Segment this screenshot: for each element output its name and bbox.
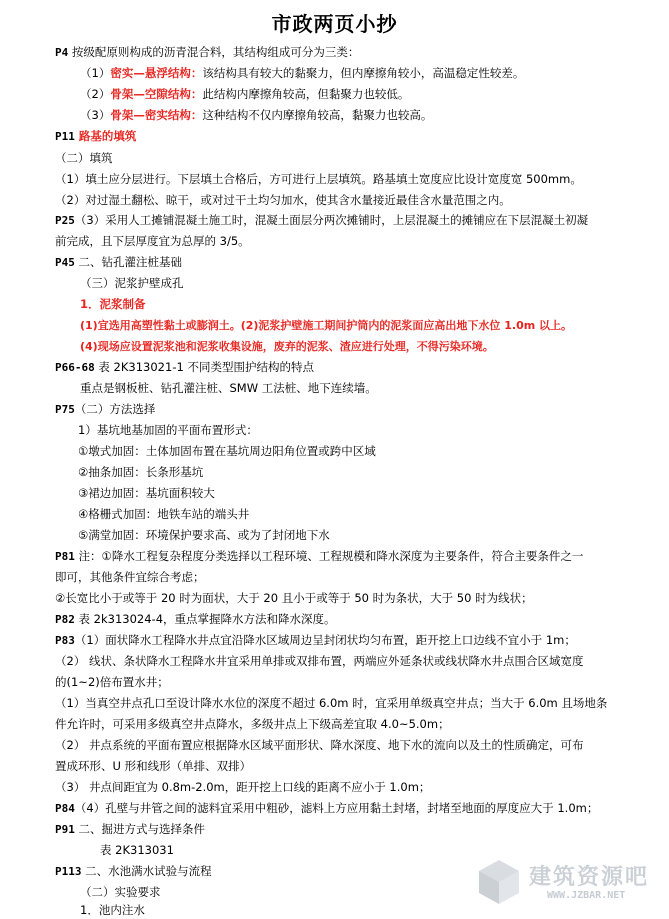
line-p66-note: 重点是钢板桩、钻孔灌注桩、SMW 工法桩、地下连续墙。 [80, 381, 377, 395]
line-p81-cont: 即可，其他条件宜综合考虑； [55, 570, 205, 584]
line-text: 这种结构不仅内摩擦角较高，黏聚力也较高。 [202, 108, 433, 122]
line-p82 [55, 611, 625, 628]
line-text: 二、水池满水试验与流程 [81, 864, 212, 878]
line-p83 [55, 632, 625, 649]
page-ref: P75 [55, 403, 75, 416]
line-fill-2: （2）对过湿土翻松、晾干，或对过干土均匀加水，使其含水量接近最佳含水量范围之内。 [55, 193, 511, 207]
line-p91-table: 表 2K313031 [100, 843, 174, 857]
line-test-req: （二）实验要求 [80, 885, 161, 899]
page-ref: P11 [55, 130, 75, 143]
line-text: 表 2K313021-1 不同类型围护结构的特点 [94, 360, 314, 374]
line-p11 [55, 128, 625, 145]
line-p91 [55, 821, 625, 838]
line-reinforce-4: ④格栅式加固：地铁车站的端头井 [78, 507, 250, 521]
watermark-name: 建筑资源吧 [529, 865, 650, 890]
line-structure-3 [80, 107, 650, 124]
line-p45 [55, 254, 625, 271]
page-ref: P82 [55, 613, 75, 626]
line-slurry-prep: 1．泥浆制备 [80, 297, 146, 311]
line-text: （4）孔壁与井管之间的滤料宜采用中粗砂，滤料上方应用黏土封堵，封堵至地面的厚度应大于 1.0m； [74, 801, 599, 815]
line-p84 [55, 800, 625, 817]
watermark-url: WWW.JZBAR.NET [547, 890, 626, 901]
line-text: 此结构内摩擦角较高，但黏聚力也较低。 [202, 87, 410, 101]
line-text: 注：①降水工程复杂程度分类选择以工程环境、工程规模和降水深度为主要条件，符合主要条件之一 [74, 549, 584, 563]
line-p81-ratio: ②长宽比小于或等于 20 时为面状，大于 20 且小于或等于 50 时为条状，大于 50 时为线状； [55, 591, 533, 605]
page-ref: P66-68 [55, 361, 95, 374]
line-text: 二、钻孔灌注桩基础 [74, 255, 183, 269]
page-ref: P4 [55, 46, 69, 59]
line-vacuum-1-cont: 件允许时，可采用多级真空井点降水，多级井点上下级高差宜取 4.0~5.0m； [55, 717, 450, 731]
line-text: （1）面状降水工程降水井点宜沿降水区域周边呈封闭状均匀布置，距开挖上口边线不宜小于 1m； [74, 633, 576, 647]
highlight-term: 骨架—密实结构： [110, 108, 203, 122]
line-p25 [55, 212, 625, 229]
line-vacuum-2-cont: 置成环形、U 形和线形（单排、双排） [55, 759, 252, 773]
highlight-term: 骨架—空隙结构： [110, 87, 203, 101]
line-text: （二）方法选择 [74, 402, 156, 416]
page-ref: P113 [55, 865, 82, 878]
line-slurry-1: (1)宜选用高塑性黏土或膨润土。(2)泥浆护壁施工期间护筒内的泥浆面应高出地下水位 1.0m 以上。 [80, 319, 573, 332]
line-fill-1: （1）填土应分层进行。下层填土合格后，方可进行上层填筑。路基填土宽度应比设计宽度宽 500mm。 [55, 172, 582, 186]
highlight-term: 密实—悬浮结构： [110, 66, 203, 80]
watermark [471, 852, 661, 912]
line-fill-heading: （二）填筑 [55, 151, 113, 165]
line-text: 二、掘进方式与选择条件 [74, 822, 206, 836]
line-p25-cont: 前完成，且下层厚度宜为总厚的 3/5。 [55, 234, 250, 248]
item-number: （1） [80, 66, 111, 80]
line-slurry-heading: （三）泥浆护壁成孔 [80, 276, 184, 290]
line-vacuum-2: （2） 井点系统的平面布置应根据降水区域平面形状、降水深度、地下水的流向以及土的性质确定，可布 [55, 738, 584, 752]
page-ref: P45 [55, 256, 75, 269]
section-heading: 路基的填筑 [74, 129, 137, 143]
line-reinforce-3: ③裙边加固：基坑面积较大 [78, 486, 215, 500]
item-number: （3） [80, 108, 111, 122]
line-p83-2: （2） 线状、条状降水工程降水井宜采用单排或双排布置，两端应外延条状或线状降水井点围合区域宽度 [55, 654, 584, 668]
page-ref: P91 [55, 823, 75, 836]
page-ref: P84 [55, 802, 75, 815]
line-text: 表 2k313024-4，重点掌握降水方法和降水深度。 [74, 612, 336, 626]
line-reinforce-2: ②抽条加固：长条形基坑 [78, 465, 204, 479]
line-text: （3）采用人工摊铺混凝土施工时，混凝土面层分两次摊铺时，上层混凝土的摊铺应在下层混凝土初凝 [74, 213, 589, 227]
cube-logo-icon [473, 856, 525, 908]
line-vacuum-1: （1）当真空井点孔口至设计降水水位的深度不超过 6.0m 时，宜采用单级真空井点；当大于 6.0m 且场地条 [55, 696, 608, 710]
line-reinforce-heading: 1）基坑地基加固的平面布置形式： [78, 423, 258, 437]
page-ref: P81 [55, 550, 75, 563]
line-text: 按级配原则构成的沥青混合料，其结构组成可分为三类： [68, 45, 360, 59]
page-title: 市政两页小抄 [271, 12, 398, 36]
line-fill-water: 1．池内注水 [80, 903, 145, 917]
line-p66 [55, 359, 625, 376]
line-text: 该结构具有较大的黏聚力，但内摩擦角较小，高温稳定性较差。 [202, 66, 525, 80]
line-vacuum-3: （3） 井点间距宜为 0.8m-2.0m，距开挖上口线的距离不应小于 1.0m； [55, 780, 431, 794]
page-ref: P83 [55, 634, 75, 647]
line-reinforce-5: ⑤满堂加固：环境保护要求高、或为了封闭地下水 [78, 528, 330, 542]
line-structure-2 [80, 86, 650, 103]
line-slurry-2: (4)现场应设置泥浆池和泥浆收集设施，废弃的泥浆、渣应进行处理，不得污染环境。 [80, 340, 494, 353]
line-reinforce-1: ①墩式加固：土体加固布置在基坑周边阳角位置或跨中区域 [78, 444, 376, 458]
line-p4 [55, 44, 625, 61]
line-structure-1 [80, 65, 650, 82]
line-p75 [55, 401, 625, 418]
page-ref: P25 [55, 214, 75, 227]
line-p83-2-cont: 的(1~2)倍布置水井； [55, 675, 169, 689]
line-p81 [55, 548, 625, 565]
item-number: （2） [80, 87, 111, 101]
